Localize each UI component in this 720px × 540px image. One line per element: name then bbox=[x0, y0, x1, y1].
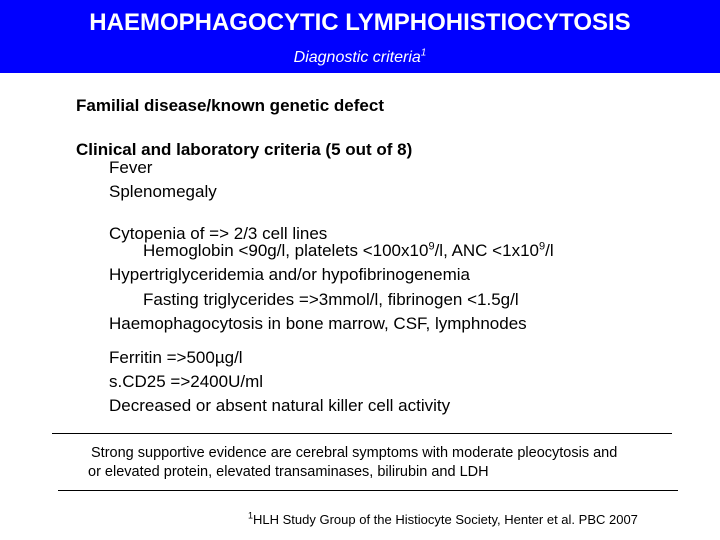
cytopenia-detail-part1: Hemoglobin <90g/l, platelets <100x10 bbox=[143, 241, 429, 260]
cytopenia-detail bbox=[143, 241, 554, 261]
supportive-evidence-line1: Strong supportive evidence are cerebral symptoms with moderate pleocytosis and bbox=[91, 445, 618, 461]
source-footnote bbox=[248, 512, 638, 528]
criterion-fever: Fever bbox=[109, 158, 153, 177]
title-banner bbox=[0, 0, 720, 73]
criterion-hypertriglyceridemia: Hypertriglyceridemia and/or hypofibrinogenemia bbox=[109, 265, 470, 284]
subtitle-text: Diagnostic criteria bbox=[293, 49, 421, 66]
supportive-evidence-line2: or elevated protein, elevated transaminases, bilirubin and LDH bbox=[88, 464, 489, 480]
cytopenia-detail-part2: /l, ANC <1x10 bbox=[434, 241, 539, 260]
hypertriglyceridemia-detail: Fasting triglycerides =>3mmol/l, fibrinogen <1.5g/l bbox=[143, 290, 519, 309]
clinical-criteria-heading: Clinical and laboratory criteria (5 out of 8) bbox=[76, 140, 413, 159]
criterion-cytopenia: Cytopenia of => 2/3 cell lines bbox=[109, 224, 328, 243]
footnote-text: HLH Study Group of the Histiocyte Society, Henter et al. PBC 2007 bbox=[253, 512, 638, 527]
slide-subtitle bbox=[0, 48, 720, 68]
subtitle-footnote-marker: 1 bbox=[420, 47, 427, 59]
footnote-marker: 1 bbox=[248, 510, 254, 521]
divider-top bbox=[52, 433, 672, 434]
criterion-ferritin: Ferritin =>500µg/l bbox=[109, 348, 243, 367]
cytopenia-exponent-2: 9 bbox=[538, 240, 546, 253]
criterion-haemophagocytosis: Haemophagocytosis in bone marrow, CSF, lymphnodes bbox=[109, 314, 527, 333]
divider-bottom bbox=[58, 490, 678, 491]
criterion-scd25: s.CD25 =>2400U/ml bbox=[109, 372, 264, 391]
criterion-splenomegaly: Splenomegaly bbox=[109, 182, 217, 201]
cytopenia-exponent-1: 9 bbox=[428, 240, 435, 253]
cytopenia-detail-part3: /l bbox=[545, 241, 554, 260]
criterion-nk-activity: Decreased or absent natural killer cell activity bbox=[109, 396, 451, 415]
familial-criterion: Familial disease/known genetic defect bbox=[76, 96, 384, 115]
slide-title: HAEMOPHAGOCYTIC LYMPHOHISTIOCYTOSIS bbox=[89, 9, 631, 36]
